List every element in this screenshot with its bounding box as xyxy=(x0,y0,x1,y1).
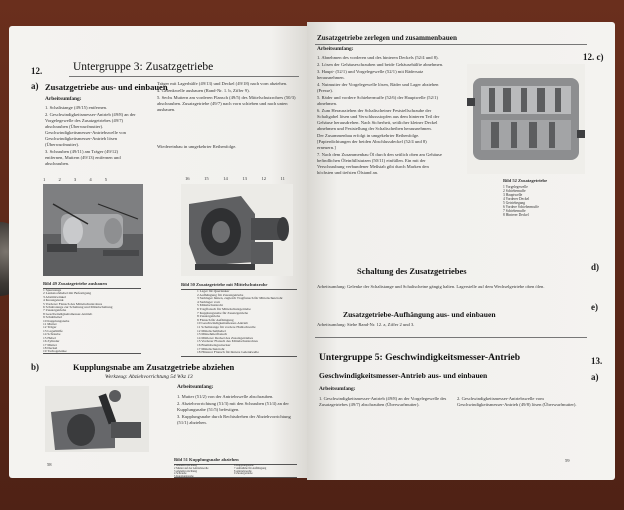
legend-item: 5 Mittelschutzrohr xyxy=(197,303,223,308)
legend-item: 10 Geschwindigkeitsmesser-Antrieb xyxy=(197,321,248,326)
legend-item: 2 Schiebemuffe xyxy=(503,189,526,193)
left-page-number: 58 xyxy=(47,462,52,467)
legend-item: 1 Vorgelegewelle xyxy=(503,185,528,189)
section-b-letter: b) xyxy=(31,362,40,372)
figure-52-legend xyxy=(503,185,583,217)
right-arbeitsumfang: Arbeitsumfang: xyxy=(317,46,354,52)
reinstall-note: Wiedereinbau in umgekehrter Reihenfolge. xyxy=(157,144,237,149)
legend-item: 2 Aufhängung für Zusatzgetriebe xyxy=(197,292,244,297)
step-item: 3. Schrauben (49/11) am Träger (49/12) entfernen, Muttern (49/13) entfernen und abschrauben. xyxy=(45,149,121,166)
step-item: 2. Lösen der Gehäuseschrauben und beide Gehäusehälfte abnehmen. xyxy=(317,62,444,67)
step-item: 1. Schaltstange (49/15) entfernen. xyxy=(45,105,108,110)
legend-item: 1 Abziehvorrichtung xyxy=(174,464,198,467)
left-page xyxy=(9,26,307,478)
figure-51-legend xyxy=(174,464,297,478)
step-item: 2. Abziehvorrichtung (51/3) mit den Schrauben (51/4) an der Kupplungsnabe (51/5) befestigen. xyxy=(177,401,289,412)
step-item: 4. Nutmutter der Vorgelegewelle lösen, Räder und Lager abziehen (Presse). xyxy=(317,82,439,93)
legend-item: 16 Bremsbelagsstrecker xyxy=(197,342,231,347)
right-top-title: Zusatzgetriebe zerlegen und zusammenbauen xyxy=(317,34,457,42)
legend-item: 16 Zylinder xyxy=(43,339,60,344)
group-5-rule xyxy=(315,337,587,338)
legend-item: 5 Vorderer Flansch des Mittelschutzrohres xyxy=(43,301,103,306)
step-item: Träger mit Lagerhülfe (49/13) und Deckel (49/18) nach vorn abziehen. xyxy=(157,81,288,86)
legend-item: 3 Abstützwinkel xyxy=(43,294,66,299)
figure-number-label: 11 xyxy=(280,176,285,181)
section-d-text: Arbeitsumfang: Gelenke der Schaltstange und Schaltscheine gängig halten. Lagerstelle auf dem Wechselgetriebe oben ölen. xyxy=(317,284,545,289)
legend-item: 8 Zusatzgetriebe xyxy=(197,314,221,319)
step-item: 2. Geschwindigkeitsmesser-Antrieb (49/8) an der Vorgelegewelle des Zusatzgetriebes (49/7) abschrauben (Überwurfmutter). Geschwindigkeitsmesser-Antriebswelle von Geschwindigkeitsmesser-Antrieb lösen (Überwurfmutter). xyxy=(45,112,136,147)
step-item: 1. Mutter (51/2) von der Antriebswelle abschrauben. xyxy=(177,394,274,399)
legend-item: 1 Spurstange xyxy=(43,288,62,292)
legend-item: 4 Stehlager vorn xyxy=(197,299,221,304)
figure-49-caption: Bild 49 Zusatzgetriebe ausbauen xyxy=(43,281,107,286)
step-item: 5. Sechs Muttern am vorderen Flansch (49/5) des Mittelschutzrohres (50/3) abschrauben. Zusatzgetriebe (49/7) nach vorn schieben und nach unten ausbauen. xyxy=(157,95,296,112)
right-title-rule xyxy=(315,44,587,45)
legend-item: 8 Geschwindigkeitsmesser-Antrieb xyxy=(43,311,93,316)
legend-item: 5 Kupplungsnabe xyxy=(174,475,194,478)
figure-51-photo xyxy=(45,386,149,452)
figure-51-caption: Bild 51 Kupplungsnabe abziehen xyxy=(174,457,239,462)
legend-item: 18 Deckel xyxy=(43,345,58,350)
legend-item: 15 Hebel xyxy=(43,335,56,340)
legend-item: 4 Kreuzgelenk xyxy=(43,298,64,303)
margin-marker-d: d) xyxy=(591,262,600,272)
right-page xyxy=(307,22,615,480)
margin-marker-13: 13. xyxy=(591,356,603,366)
section-13a-arbeitsumfang: Arbeitsumfang: xyxy=(319,386,356,392)
legend-item: 4 Vorderer Deckel xyxy=(503,197,530,201)
figure-49-legend xyxy=(43,288,141,354)
legend-item: 9 Schalthebel xyxy=(43,315,62,320)
legend-item: 3 Hauptwelle xyxy=(503,193,523,197)
arbeitsumfang-label: Arbeitsumfang: xyxy=(45,96,82,102)
legend-item: 19 Tachogelenke xyxy=(43,349,67,354)
title-rule xyxy=(69,76,299,77)
legend-item: 8 Hinterer Deckel xyxy=(503,213,529,217)
legend-item: 6 Kupplungsnabe xyxy=(234,464,254,467)
legend-item: 11 Schaltstange für vordere Hohlschwelle xyxy=(197,324,256,329)
legend-item: 7 Aufnahme für Aufhängung xyxy=(234,466,267,470)
legend-item: 14 Mittlerer Deckel des Zusatzgetriebes xyxy=(197,335,253,340)
group-5-title: Untergruppe 5: Geschwindigkeitsmesser-Antrieb xyxy=(319,352,521,363)
right-steps xyxy=(317,55,445,177)
section-a-title: Zusatzgetriebe aus- und einbauen xyxy=(45,82,168,92)
figure-50-legend xyxy=(181,289,297,357)
section-13a-title: Geschwindigkeitsmesser-Antrieb aus- und einbauen xyxy=(319,371,488,380)
legend-item: 7 Kupplungsnabe für Zusatzgetriebe xyxy=(197,310,249,315)
legend-item: 4 Schraube xyxy=(174,472,187,476)
section-13a-step-1: 1. Geschwindigkeitsmesser-Antrieb (49/8) an der Vorgelegewelle des Zusatzgetriebes (49/7) abschrauben (Überwurfmutter). xyxy=(319,396,447,407)
figure-50-photo xyxy=(181,184,293,276)
figure-number-label: 14 xyxy=(223,176,228,181)
step-item: 4. Gelenkwelle ausbauen (Rand-Nr. 1. b, Ziffer 9). xyxy=(157,88,250,93)
right-page-number: 59 xyxy=(565,458,570,463)
figure-52-photo xyxy=(467,64,585,174)
step-item: Der Zusammenbau erfolgt in umgekehrter Reihenfolge. [Papierdichtungen der beiden Abschlussdeckel (52/4 und 8) erneuern.] xyxy=(317,133,427,150)
legend-item: 7 Schiebemuffe xyxy=(503,209,526,213)
legend-item: 6 Vordere Schiebermuffe xyxy=(503,205,539,209)
legend-item: 13 Mitnehmerflansch xyxy=(197,332,228,337)
legend-item: 8 Antriebswelle xyxy=(234,469,252,473)
legend-item: 14 Schraube xyxy=(43,332,61,337)
step-item: 6. Zum Herausziehen der Schaltscheiner Feststellschraube der Schaltgabel lösen und Verschlussstopfen aus dem hinteren Teil der Gehäuse herausdrehen. Nach Sicherheit, seitlicher kleiner Deckel abnehmen und Feststellung der Schaltscheiben herausnehmen. xyxy=(317,108,440,131)
figure-number-label: 15 xyxy=(204,176,209,181)
legend-item: 7 Zusatzgetriebe xyxy=(43,308,67,313)
legend-item: 12 Träger xyxy=(43,325,57,330)
section-a-letter: a) xyxy=(31,81,39,91)
section-e-text: Arbeitsumfang: Siehe Rand-Nr. 12. a, Ziffer 2 und 3. xyxy=(317,322,415,327)
legend-item: 18 Hinterer Flansch für hintere Gelenkwelle xyxy=(197,350,259,355)
margin-marker-13a: a) xyxy=(591,372,599,382)
margin-marker-e: e) xyxy=(591,302,598,312)
legend-item: 2 Lenkstockhebel mit Befestigung xyxy=(43,291,92,296)
figure-50-top-numbers xyxy=(185,176,285,182)
legend-item: 6 Schaltstange zur Schaltung und Mittelschaltung xyxy=(43,305,113,310)
legend-item: 3 Stehlager hinten, zugleich Tragflansch für Mittelschutzrohr xyxy=(197,296,283,301)
section-b-steps xyxy=(177,394,299,427)
section-e-title: Zusatzgetriebe-Aufhängung aus- und einbauen xyxy=(343,310,496,319)
figure-52-caption: Bild 52 Zusatzgetriebe xyxy=(503,178,548,183)
legend-item: 15 Vorderer Flansch des Mittelschutzrohres xyxy=(197,339,258,344)
section-b-title: Kupplungsnabe am Zusatzgetriebe abziehen xyxy=(73,362,235,372)
legend-item: 17 Mittelschutzrohr xyxy=(197,346,225,351)
group-3-title: Untergruppe 3: Zusatzgetriebe xyxy=(73,61,214,73)
figure-number-label: 12 xyxy=(261,176,267,181)
section-b-tool: Werkzeug: Abziehvorrichtung 54 Wkz 13 xyxy=(105,374,193,380)
legend-item: 1 Lager für Querlenker xyxy=(197,289,230,293)
margin-marker-12: 12. xyxy=(31,66,43,76)
legend-item: 11 Mutter xyxy=(43,322,57,327)
legend-item: 2 Mutter auf der Antriebswelle xyxy=(174,466,209,470)
figure-number-label: 13 xyxy=(242,176,247,181)
figure-49-photo xyxy=(43,184,143,276)
legend-item: 10 Kupplungsnabe xyxy=(43,318,70,323)
figure-49-top-numbers: 1 2 3 4 5 xyxy=(43,177,114,182)
section-a-steps-col2 xyxy=(157,81,297,114)
step-item: 3. Haupt- (52/1) und Vorgelegewelle (52/1) mit Rädersatz herausnehmen. xyxy=(317,69,424,80)
legend-item: 9 Flansch für Aufhängung xyxy=(197,317,234,322)
step-item: 5. Räder und vordere Schiebermuffe (52/6) der Hauptwelle (52/1) abnehmen. xyxy=(317,95,438,106)
legend-item: 3 Abziehvorrichtung xyxy=(174,469,198,473)
step-item: 1. Abnehmen des vorderen und des hinteren Deckels (52/4 und 8). xyxy=(317,55,439,60)
section-b-arbeitsumfang: Arbeitsumfang: xyxy=(177,384,214,390)
legend-item: 5 Getriebegang xyxy=(503,201,526,205)
step-item: 3. Kupplungsnabe durch Rechtsdrehen der Abziehvorrichtung (51/1) abziehen. xyxy=(177,414,291,425)
legend-item: 6 Tragflansch für Mittelschutzgetriebe xyxy=(197,306,251,311)
margin-marker-12c: 12. c) xyxy=(583,52,604,62)
legend-item: 9 Zusatzgetriebe xyxy=(234,472,253,476)
legend-item: 13 Lagerhülfe xyxy=(43,328,63,333)
section-a-steps-col1 xyxy=(45,105,137,168)
figure-number-label: 16 xyxy=(185,176,190,181)
section-d-title: Schaltung des Zusatzgetriebes xyxy=(357,266,467,276)
legend-item: 12 Mittelschalthebel xyxy=(197,328,226,333)
section-13a-step-2: 2. Geschwindigkeitsmesser-Antriebswelle vom Geschwindigkeitsmesser-Antrieb (49/8) lösen (Überwurfmutter). xyxy=(457,396,577,407)
legend-item: 17 Mutter xyxy=(43,342,57,347)
figure-50-caption: Bild 50 Zusatzgetriebe mit Mittelschutzrohr xyxy=(181,282,268,287)
step-item: 7. Nach dem Zusammenbau Öl durch den seitlich oben am Gehäuse befindlichen Öleinfüllstutzen (50/11) einfüllen. Ein mit der Verschraubung verbundener Meßstab gibt durch Marken den höchsten und tiefsten Ölstand an. xyxy=(317,152,442,175)
